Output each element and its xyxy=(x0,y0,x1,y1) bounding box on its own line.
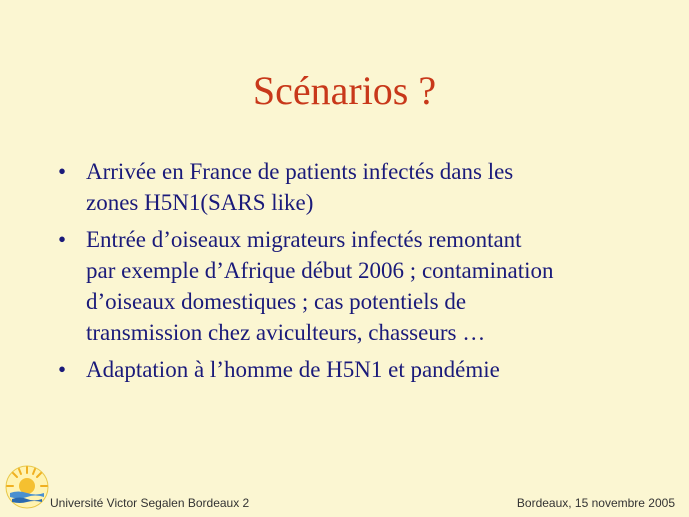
bullet-line: Adaptation à l’homme de H5N1 et pandémie xyxy=(86,357,500,382)
slide-title: Scénarios ? xyxy=(252,68,437,113)
bullet-line: zones H5N1(SARS like) xyxy=(86,190,314,215)
bullet-line: Arrivée en France de patients infectés dans les xyxy=(86,159,514,184)
bullet-list xyxy=(58,156,658,391)
bullet-line: d’oiseaux domestiques ; cas potentiels de xyxy=(86,289,467,314)
bullet-line: transmission chez aviculteurs, chasseurs … xyxy=(86,320,486,345)
university-sun-logo-icon xyxy=(4,464,50,510)
bullet-item xyxy=(58,354,658,385)
bullet-item xyxy=(58,156,658,218)
footer-institution: Université Victor Segalen Bordeaux 2 xyxy=(50,496,250,510)
bullet-symbol: • xyxy=(58,227,67,252)
bullet-symbol: • xyxy=(58,159,67,184)
bullet-item xyxy=(58,224,658,348)
footer-date: Bordeaux, 15 novembre 2005 xyxy=(516,496,675,510)
bullet-line: Entrée d’oiseaux migrateurs infectés remontant xyxy=(86,227,522,252)
bullet-line: par exemple d’Afrique début 2006 ; contamination xyxy=(86,258,554,283)
bullet-symbol: • xyxy=(58,357,67,382)
